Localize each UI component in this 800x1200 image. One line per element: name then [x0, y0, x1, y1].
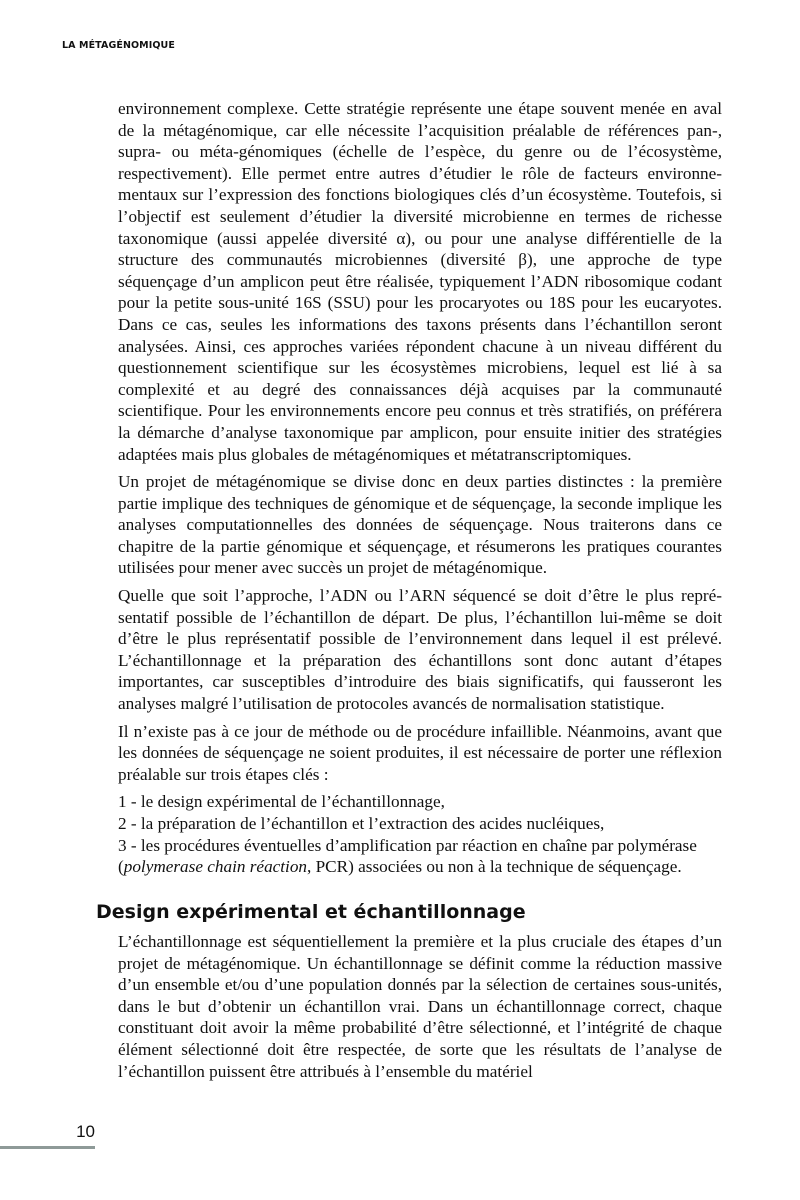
paragraph: Il n’existe pas à ce jour de méthode ou de procédure infaillible. Néanmoins, avant que les données de séquençage ne soient produites, il est nécessaire de porter une réflexion préalable sur trois étapes clés : — [118, 721, 722, 784]
list-continuation-text: , PCR) associées ou non à la technique de séquençage. — [307, 857, 682, 877]
footer-rule — [0, 1146, 95, 1149]
paragraph: L’échantillonnage est séquentiellement la première et la plus cruciale des étapes d’un projet de métagénomique. Un échantillonnage se définit comme la réduction massive d’un ensemble et/ou d’une population donnés par la sélection de certaines sous-unités, dans le but d’obtenir un échantillon vrai. Dans un échantillonnage correct, chaque constituant doit avoir la même probabilité d’être sélectionné, et l’intégrité de chaque élément sélectionné doit être respectée, de sorte que les résultats de l’analyse de l’échantillon puissent être attribués à l’ensemble du matériel — [118, 932, 722, 1081]
list-item: 2 - la préparation de l’échantillon et l’extraction des acides nucléiques, — [118, 814, 605, 833]
section-heading: Design expérimental et échantillonnage — [96, 901, 526, 923]
paragraph: environnement complexe. Cette stratégie représente une étape souvent menée en aval de la métagénomique, car elle nécessite l’acquisition préalable de références pan-, supra- ou méta-génomiques (échelle de l’espèce, du genre ou de l’écosystème, respectivement). Elle permet entre autres d’étudier le rôle de facteurs environnementaux sur l’expression des fonctions biologiques clés d’un écosystème. Toutefois, si l’objectif est seulement d’étudier la diversité microbienne en termes de richesse taxonomique (aussi appelée diversité α), ou pour une analyse différentielle de la structure des communautés microbiennes (diversité β), une approche de type séquençage d’un amplicon peut être réalisée, typiquement l’ADN ribosomique codant pour la petite sous-unité 16S (SSU) pour les procaryotes ou 18S pour les eucaryotes. Dans ce cas, seules les informations des taxons présents dans l’échantillon seront analysées. Ainsi, ces approches variées répondent chacune à un niveau différent du questionnement scientifique sur les écosystèmes microbiens, lequel est lié à sa complexité et au degré des connaissances déjà acquises par la communauté scientifique. Pour les environnements encore peu connus et très stratifiés, on préférera la démarche d’analyse taxonomique par amplicon, pour ensuite initier des stratégies adaptées mais plus globales de métagénomiques et métatranscriptomiques. — [118, 99, 722, 464]
paragraph: Un projet de métagénomique se divise donc en deux parties distinctes : la première partie implique des techniques de génomique et de séquençage, la seconde implique les analyses computationnelles des données de séquençage. Nous traiterons dans ce chapitre de la partie génomique et séquençage, et résumerons les pratiques courantes utilisées pour mener avec succès un projet de métagénomique. — [118, 472, 722, 578]
list-item: 3 - les procédures éventuelles d’amplification par réaction en chaîne par polymérase — [118, 835, 697, 855]
list-item: 1 - le design expérimental de l’échantillonnage, — [118, 792, 445, 812]
page-number: 10 — [76, 1122, 95, 1141]
italic-term: polymerase chain réaction — [123, 857, 308, 877]
paren-open: ( — [118, 857, 124, 877]
paragraph: Quelle que soit l’approche, l’ADN ou l’ARN séquencé se doit d’être le plus représentatif possible de l’échantillon de départ. De plus, l’échantillon lui-même se doit d’être le plus représentatif possible de l’environnement dans lequel il est prélevé. L’échantillonnage et la préparation des échantillons sont donc autant d’étapes importantes, car susceptibles d’introduire des biais significatifs, qui fausseront les analyses malgré l’utilisation de protocoles avancés de normalisation statistique. — [118, 586, 722, 714]
body-text — [118, 98, 722, 878]
section-body — [118, 931, 722, 1088]
list-item-continuation — [118, 856, 722, 878]
running-head: LA MÉTAGÉNOMIQUE — [62, 40, 175, 51]
